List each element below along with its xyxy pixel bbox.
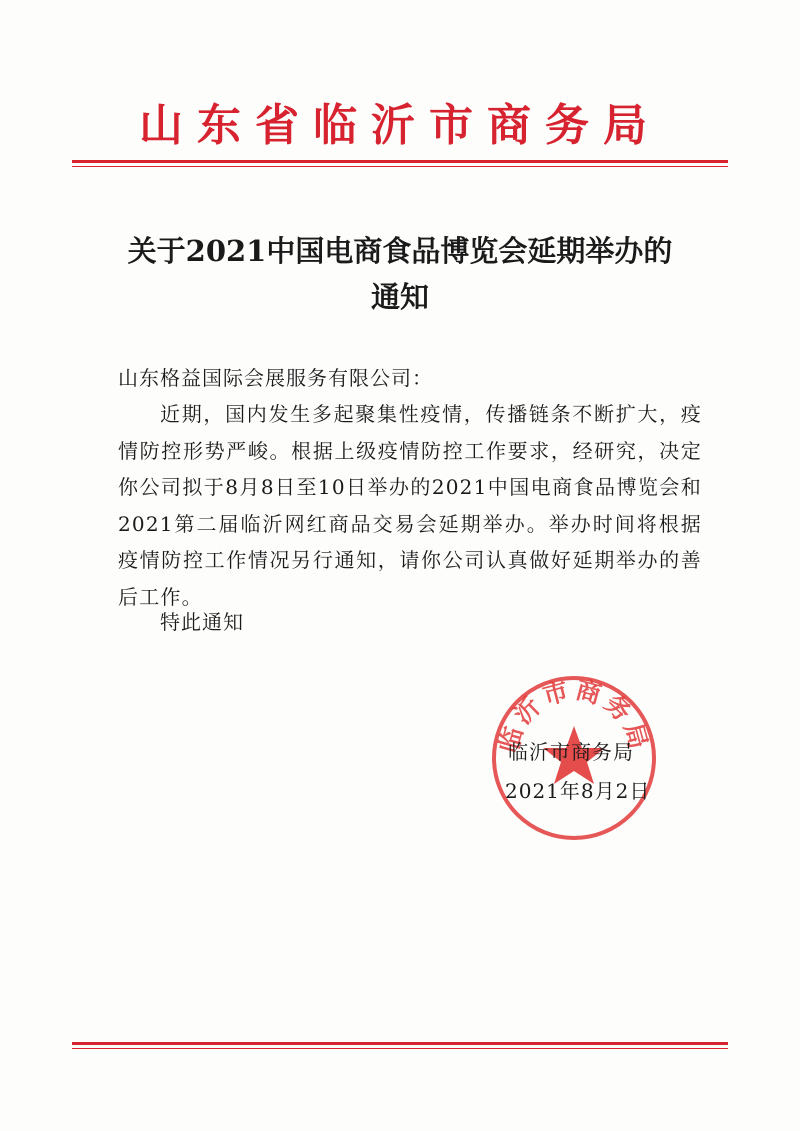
letterhead-rule-thin <box>72 166 728 167</box>
footer-rule-thin <box>72 1048 728 1049</box>
notice-title-line-1: 关于2021中国电商食品博览会延期举办的 <box>127 234 673 268</box>
signature-org: 临沂市商务局 <box>508 740 634 764</box>
seal-text: 临沂市商务局 <box>494 675 654 756</box>
letterhead-rule-thick <box>72 160 728 163</box>
signature-date: 2021年8月2日 <box>505 779 651 803</box>
letterhead-title: 山东省临沂市商务局 <box>139 100 661 151</box>
footer-rule-thick <box>72 1042 728 1045</box>
addressee: 山东格益国际会展服务有限公司： <box>118 366 433 390</box>
notice-body: 近期，国内发生多起聚集性疫情，传播链条不断扩大，疫情防控形势严峻。根据上级疫情防控工作要求，经研究，决定你公司拟于8月8日至10日举办的2021中国电商食品博览会和2021第二届临沂网红商品交易会延期举办。举办时间将根据疫情防控工作情况另行通知，请你公司认真做好延期举办的善后工作。 <box>118 402 702 609</box>
notice-title-line-2: 通知 <box>370 280 429 314</box>
closing-phrase: 特此通知 <box>160 610 244 634</box>
